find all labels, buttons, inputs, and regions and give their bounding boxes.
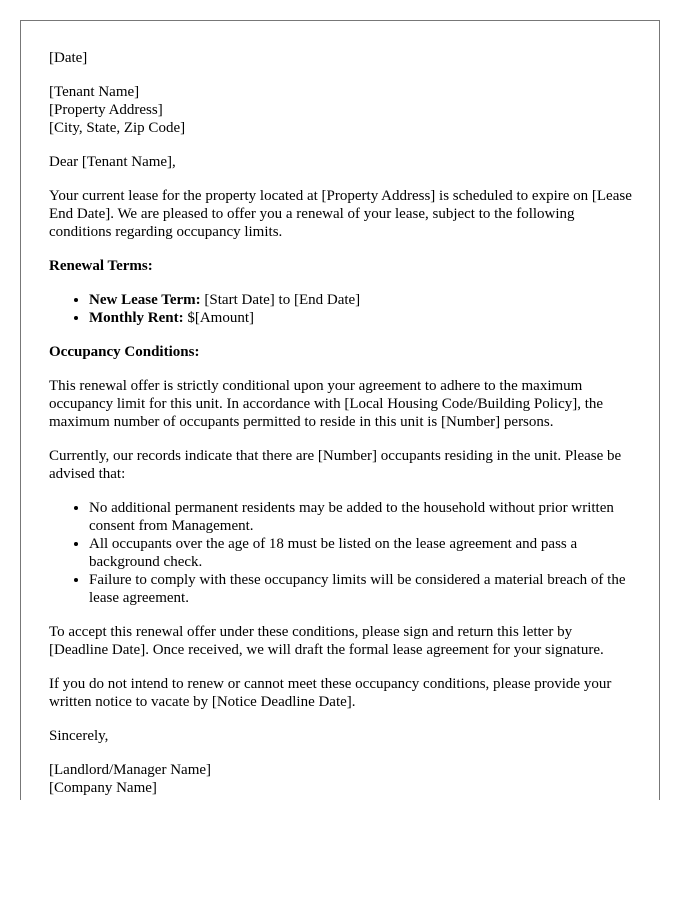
list-item xyxy=(89,309,633,327)
list-item: • All occupants over the age of 18 must be listed on the lease agreement and pass a background check. xyxy=(89,535,633,571)
list-item: • No additional permanent residents may be added to the household without prior written consent from Management. xyxy=(89,499,633,535)
notice-paragraph: If you do not intend to renew or cannot meet these occupancy conditions, please provide your written notice to vacate by [Notice Deadline Date]. xyxy=(49,676,612,710)
monthly-rent-value: $[Amount] xyxy=(183,310,254,326)
occupancy-conditions-heading: Occupancy Conditions: xyxy=(49,344,200,360)
letter-content xyxy=(49,49,633,800)
lease-term-label: New Lease Term: xyxy=(89,292,201,308)
occupancy-paragraph-2: Currently, our records indicate that there are [Number] occupants residing in the unit. Please be advised that: xyxy=(49,448,622,482)
recipient-city-state-zip: [City, State, Zip Code] xyxy=(49,120,186,136)
intro-paragraph: Your current lease for the property located at [Property Address] is scheduled to expire on [Lease End Date]. We are pleased to offer you a renewal of your lease, subject to the following conditions regarding occupancy limits. xyxy=(49,188,632,240)
recipient-address: [Property Address] xyxy=(49,102,163,118)
occupancy-conditions-list xyxy=(49,499,633,607)
renewal-terms-list xyxy=(49,291,633,327)
monthly-rent-label: Monthly Rent: xyxy=(89,310,184,326)
recipient-block xyxy=(49,83,633,137)
signature-name: [Landlord/Manager Name] xyxy=(49,762,212,778)
accept-paragraph: To accept this renewal offer under these conditions, please sign and return this letter by [Deadline Date]. Once received, we will draft the formal lease agreement for your signature. xyxy=(49,624,604,658)
renewal-terms-heading: Renewal Terms: xyxy=(49,258,153,274)
recipient-name: [Tenant Name] xyxy=(49,84,140,100)
letter-page xyxy=(20,20,660,800)
signature-block xyxy=(49,761,633,797)
letter-date: [Date] xyxy=(49,50,88,66)
salutation: Dear [Tenant Name], xyxy=(49,154,176,170)
occupancy-paragraph-1: This renewal offer is strictly conditional upon your agreement to adhere to the maximum occupancy limit for this unit. In accordance with [Local Housing Code/Building Policy], the maximum number of occupants permitted to reside in this unit is [Number] persons. xyxy=(49,378,604,430)
closing: Sincerely, xyxy=(49,728,109,744)
list-item xyxy=(89,291,633,309)
lease-term-value: [Start Date] to [End Date] xyxy=(200,292,361,308)
signature-company: [Company Name] xyxy=(49,780,157,796)
list-item: • Failure to comply with these occupancy limits will be considered a material breach of the lease agreement. xyxy=(89,571,633,607)
